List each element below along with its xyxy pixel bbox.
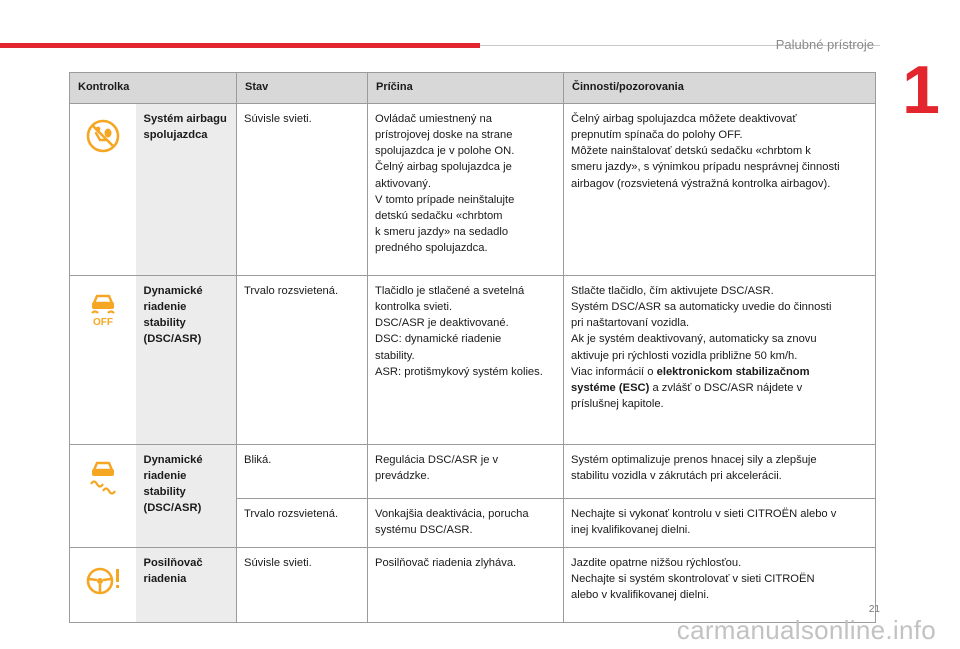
icon-cell (70, 104, 136, 276)
cause-cell: Regulácia DSC/ASR je v prevádzke. (368, 445, 564, 499)
action-cell: Jazdite opatrne nižšou rýchlosťou. Nechajte si systém skontrolovať v sieti CITROËN alebo v kvalifikovanej dielni. (564, 548, 876, 623)
action-text-tail: a zvlášť o DSC/ASR nájdete v príslušnej kapitole. (571, 381, 803, 410)
dsc-off-icon (83, 288, 123, 328)
cause-cell: Vonkajšia deaktivácia, porucha systému DSC/ASR. (368, 499, 564, 548)
state-cell: Trvalo rozsvietená. (237, 499, 368, 548)
action-cell (564, 276, 876, 445)
airbag-passenger-off-icon (83, 116, 123, 156)
column-header-kontrolka: Kontrolka (70, 73, 237, 104)
cause-cell: Ovládač umiestnený na prístrojovej doske na strane spolujazdca je v polohe ON. Čelný airbag spolujazdca je aktivovaný. V tomto prípade neinštalujte detskú sedačku «chrbtom k smeru jazdy» na sedadlo predného spolujazdca. (368, 104, 564, 276)
action-cell: Nechajte si vykonať kontrolu v sieti CITROËN alebo v inej kvalifikovanej dielni. (564, 499, 876, 548)
power-steering-warning-icon (83, 560, 123, 600)
icon-cell (70, 548, 136, 623)
table-row (70, 445, 876, 499)
action-cell: Systém optimalizuje prenos hnacej sily a zlepšuje stabilitu vozidla v zákrutách pri akcelerácii. (564, 445, 876, 499)
warning-light-name: Dynamické riadenie stability (DSC/ASR) (136, 276, 237, 445)
svg-text:OFF: OFF (92, 317, 113, 328)
chapter-title: Palubné prístroje (775, 37, 874, 52)
warning-light-name: Posilňovač riadenia (136, 548, 237, 623)
cause-cell: Tlačidlo je stlačené a svetelná kontrolka svieti. DSC/ASR je deaktivované. DSC: dynamické riadenie stability. ASR: protišmykový systém kolies. (368, 276, 564, 445)
table-row (70, 548, 876, 623)
icon-cell (70, 445, 136, 548)
state-cell: Trvalo rozsvietená. (237, 276, 368, 445)
watermark: carmanualsonline.info (676, 615, 936, 645)
table-row (70, 104, 876, 276)
table-header-row (70, 73, 876, 104)
state-cell: Súvisle svieti. (237, 104, 368, 276)
column-header-stav: Stav (237, 73, 368, 104)
dsc-active-icon (83, 457, 123, 497)
page-number: 21 (868, 604, 880, 615)
cause-cell: Posilňovač riadenia zlyháva. (368, 548, 564, 623)
state-cell: Bliká. (237, 445, 368, 499)
state-cell: Súvisle svieti. (237, 548, 368, 623)
action-emphasis: elektronickom stabilizačnom systéme (ESC) (571, 365, 810, 394)
column-header-cinnosti: Činnosti/pozorovania (564, 73, 876, 104)
action-cell: Čelný airbag spolujazdca môžete deaktivovať prepnutím spínača do polohy OFF. Môžete nainštalovať detskú sedačku «chrbtom k smeru jazdy», s výnimkou prípadu nesprávnej činnosti airbagov (rozsvietená výstražná kontrolka airbagov). (564, 104, 876, 276)
warning-light-name: Dynamické riadenie stability (DSC/ASR) (136, 445, 237, 548)
column-header-pricina: Príčina (368, 73, 564, 104)
warning-light-name: Systém airbagu spolujazdca (136, 104, 237, 276)
header-accent-bar (0, 43, 480, 48)
action-text: Stlačte tlačidlo, čím aktivujete DSC/ASR. Systém DSC/ASR sa automaticky uvedie do činnosti pri naštartovaní vozidla. Ak je systém deaktivovaný, automaticky sa znovu aktivuje pri rýchlosti vozidla približne 50 km/h. Viac informácií o (571, 285, 832, 378)
warning-lights-table (69, 72, 876, 623)
chapter-number: 1 (902, 52, 940, 128)
icon-cell (70, 276, 136, 445)
table-row (70, 276, 876, 445)
